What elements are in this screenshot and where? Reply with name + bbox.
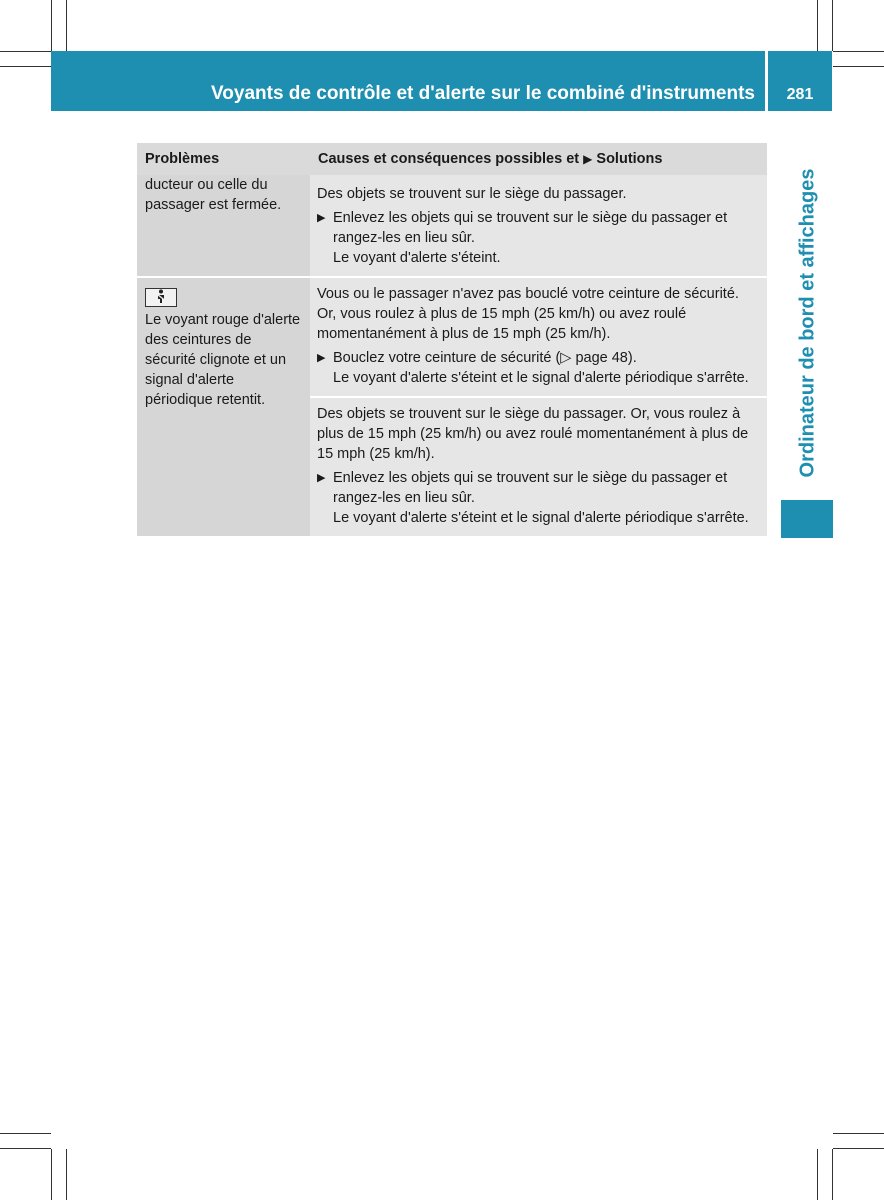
section-tab-marker [781,500,833,538]
crop-mark [0,66,51,67]
problem-cell [137,175,310,277]
step-result: Le voyant d'alerte s'éteint. [333,250,501,266]
page-header [51,51,765,111]
crop-mark [833,1148,884,1149]
cause-cell [310,277,767,397]
crop-mark [832,1149,833,1200]
step-text: Bouclez votre ceinture de sécurité (▷ page 48). [333,350,637,366]
step-arrow-icon: ▶ [317,352,326,364]
page-title: Voyants de contrôle et d'alerte sur le combiné d'instruments [211,83,755,104]
crop-mark [51,0,52,51]
solution-step [317,208,761,268]
column-header-causes-text: Causes et conséquences possibles et [318,151,580,167]
column-header-problems: Problèmes [137,143,310,175]
step-arrow-icon: ▶ [317,212,326,224]
page-number: 281 [786,86,814,103]
crop-mark [817,0,818,51]
crop-mark [833,51,884,52]
crop-mark [66,0,67,51]
crop-mark [833,66,884,67]
step-result: Le voyant d'alerte s'éteint et le signal d'alerte périodique s'arrête. [333,370,749,386]
crop-mark [0,51,51,52]
cause-text: Vous ou le passager n'avez pas bouclé votre ceinture de sécurité. Or, vous roulez à plus de 15 mph (25 km/h) ou avez roulé momentanément à plus de 15 mph (25 km/h). [317,286,739,342]
problem-cell [137,277,310,536]
step-text: Enlevez les objets qui se trouvent sur le siège du passager et rangez-les en lieu sûr. [333,210,728,246]
problem-text: Le voyant rouge d'alerte des ceintures de sécurité clignote et un signal d'alerte périodique retentit. [145,312,301,408]
crop-mark [0,1133,51,1134]
cause-text: Des objets se trouvent sur le siège du passager. [317,186,627,202]
cause-block [310,175,767,276]
crop-mark [66,1149,67,1200]
crop-mark [832,0,833,51]
section-side-tab: Ordinateur de bord et affichages [796,168,819,478]
solution-step [317,348,761,388]
column-header-solutions-text: Solutions [596,151,663,167]
solution-step [317,468,761,528]
crop-mark [833,1133,884,1134]
crop-mark [0,1148,51,1149]
table-header-row [137,143,767,175]
table-row [137,175,767,277]
page-number-box [768,51,832,111]
cause-block [310,278,767,396]
crop-mark [51,1149,52,1200]
arrow-right-icon: ▶ [583,152,593,166]
step-arrow-icon: ▶ [317,472,326,484]
seatbelt-icon-glyph [154,289,168,304]
cause-cell [310,175,767,277]
crop-mark [817,1149,818,1200]
column-header-causes [310,143,767,175]
step-result: Le voyant d'alerte s'éteint et le signal d'alerte périodique s'arrête. [333,510,749,526]
cause-cell [310,397,767,536]
table-row [137,277,767,397]
troubleshooting-table [137,143,767,536]
cause-block [310,398,767,536]
seatbelt-warning-icon [145,288,177,307]
cause-text: Des objets se trouvent sur le siège du passager. Or, vous roulez à plus de 15 mph (25 km/h) ou avez roulé momentanément à plus de 15 mph (25 km/h). [317,406,749,462]
problem-text: ducteur ou celle du passager est fermée. [145,177,282,213]
step-text: Enlevez les objets qui se trouvent sur le siège du passager et rangez-les en lieu sûr. [333,470,728,506]
